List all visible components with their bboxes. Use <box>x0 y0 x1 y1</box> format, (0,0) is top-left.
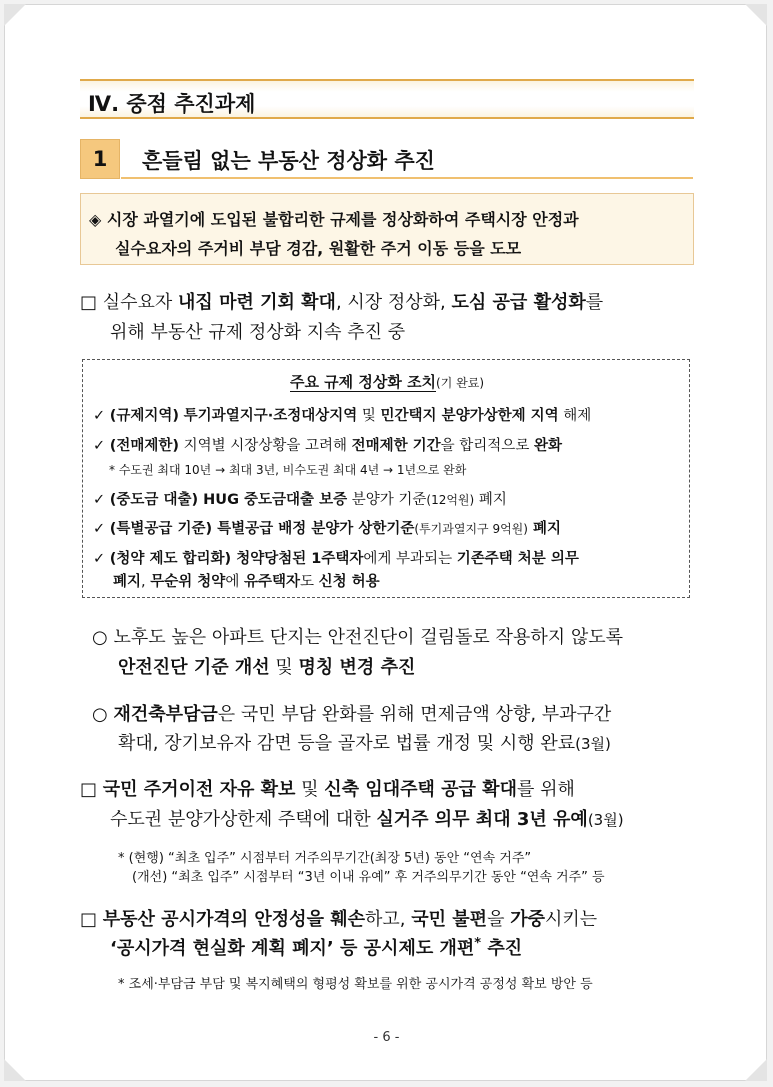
sub-bullet-1-line-2 <box>118 653 415 679</box>
text: 도심 공급 활성화 <box>451 292 586 313</box>
text: (12억원) <box>426 493 475 507</box>
summary-line: ◈ 시장 과열기에 도입된 불합리한 규제를 정상화하여 주택시장 안정과 <box>89 210 579 229</box>
text: 내집 마련 기회 확대 <box>178 292 336 313</box>
item-3-note: * 조세·부담금 부담 및 복지혜택의 형평성 확보를 위한 공시가격 공정성 확보 방안 등 <box>118 977 593 992</box>
check-icon: ✓ <box>93 551 106 567</box>
check-icon: ✓ <box>93 492 106 508</box>
page-corner <box>4 1059 26 1081</box>
item-2-line-2 <box>110 805 624 831</box>
page-corner <box>745 4 767 26</box>
text: 훼손 <box>330 909 365 930</box>
text: 실수요자 <box>102 292 179 313</box>
page-corner <box>4 4 26 26</box>
text: HUG 중도금대출 보증 <box>198 492 348 508</box>
item-1-line-2: 위해 부동산 규제 정상화 지속 추진 중 <box>110 322 406 343</box>
page-corner <box>745 1059 767 1081</box>
page-number: - 6 - <box>373 1030 400 1045</box>
text: (규제지역) <box>109 408 180 424</box>
text: 분양가 기준 <box>347 492 427 508</box>
regulation-item <box>93 517 561 538</box>
sub-bullet-2-line-2 <box>118 729 611 755</box>
text: 유주택자 <box>243 574 300 590</box>
text: 을 합리적으로 <box>440 438 534 454</box>
text: 무순위 청약 <box>150 574 226 590</box>
chapter-header <box>80 79 694 119</box>
text: 을 <box>487 909 511 930</box>
checkbox-square: □ <box>80 909 98 930</box>
checkbox-square: □ <box>80 779 98 800</box>
regulation-item <box>93 547 579 568</box>
text: 은 국민 부담 완화를 위해 면제금액 상향, 부과구간 <box>217 704 612 725</box>
item-2-note: (개선) “최초 입주” 시점부터 “3년 이내 유예” 후 거주의무기간 동안 “연속 거주” 등 <box>132 870 605 885</box>
text: 해제 <box>558 408 592 424</box>
text: 도 <box>299 574 319 590</box>
text: 신축 임대주택 공급 확대 <box>324 779 517 800</box>
text: , <box>141 574 151 590</box>
text: (3월) <box>575 735 611 753</box>
text: 및 <box>295 779 325 800</box>
text: 폐지 <box>527 521 562 537</box>
regulation-box-title <box>83 371 691 392</box>
text: 민간택지 분양가상한제 지역 <box>380 408 559 424</box>
text: 주요 규제 정상화 조치 <box>289 373 437 391</box>
item-2-line-1 <box>80 775 575 801</box>
chapter-title: Ⅳ. 중점 추진과제 <box>88 92 256 116</box>
text: 전매제한 기간 <box>351 438 441 454</box>
text: (청약 제도 합리화) <box>109 551 232 567</box>
checkbox-square: □ <box>80 292 98 313</box>
text: (중도금 대출) <box>109 492 199 508</box>
text: (기 완료) <box>436 376 485 390</box>
text: 폐지 <box>113 574 142 590</box>
item-2-note: * (현행) “최초 입주” 시점부터 거주의무기간(최장 5년) 동안 “연속 거주” <box>118 851 532 866</box>
text: 를 위해 <box>516 779 575 800</box>
text: (3월) <box>587 811 624 829</box>
text: 실거주 의무 최대 3년 유예 <box>376 809 588 830</box>
item-3-line-2 <box>110 934 522 960</box>
text: 부동산 공시가격의 <box>102 909 255 930</box>
circle-bullet: ○ <box>92 704 108 725</box>
text: 추진 <box>481 938 523 959</box>
regulation-item-continued <box>113 570 380 591</box>
text: 을 <box>306 909 331 930</box>
text: 노후도 높은 아파트 단지는 안전진단이 걸림돌로 작용하지 않도록 <box>113 627 623 648</box>
text: 에 <box>225 574 244 590</box>
text: ‘공시가격 현실화 계획 폐지’ 등 공시제도 개편 <box>110 938 475 959</box>
regulation-box <box>82 359 690 598</box>
item-3-line-1 <box>80 905 597 931</box>
text: 하고, <box>365 909 412 930</box>
text: 및 <box>269 657 299 678</box>
footnote-marker: * <box>474 936 482 951</box>
text: 안전진단 기준 개선 <box>118 657 270 678</box>
text: 및 <box>357 408 381 424</box>
item-1-line-1 <box>80 288 603 314</box>
regulation-item <box>93 488 507 509</box>
text: 안정성 <box>254 909 307 930</box>
text: 폐지 <box>474 492 507 508</box>
text: (투기과열지구 9억원) <box>414 522 528 536</box>
text: 완화 <box>533 438 562 454</box>
text: 투기과열지구·조정대상지역 <box>183 408 358 424</box>
check-icon: ✓ <box>93 521 106 537</box>
summary-box <box>80 193 694 265</box>
text: 특별공급 배정 분양가 상한기준 <box>212 521 415 537</box>
section-number: 1 <box>80 139 120 179</box>
section-underline <box>121 177 693 179</box>
regulation-note: * 수도권 최대 10년 → 최대 3년, 비수도권 최대 4년 → 1년으로 완화 <box>109 463 467 477</box>
text: 에게 부과되는 <box>363 551 457 567</box>
text: 기존주택 처분 의무 <box>456 551 579 567</box>
regulation-item <box>93 434 562 455</box>
check-icon: ✓ <box>93 438 106 454</box>
text: 재건축부담금 <box>113 704 218 725</box>
text: (특별공급 기준) <box>109 521 213 537</box>
text: 청약당첨된 1주택자 <box>231 551 364 567</box>
sub-bullet-2-line-1 <box>92 700 611 726</box>
text: 국민 주거이전 자유 확보 <box>102 779 296 800</box>
check-icon: ✓ <box>93 408 106 424</box>
text: , 시장 정상화, <box>335 292 452 313</box>
section-title: 흔들림 없는 부동산 정상화 추진 <box>142 149 435 173</box>
sub-bullet-1-line-1 <box>92 623 623 649</box>
text: 지역별 시장상황을 고려해 <box>179 438 352 454</box>
text: 확대, 장기보유자 감면 등을 골자로 법률 개정 및 시행 완료 <box>118 733 576 754</box>
text: (전매제한) <box>109 438 180 454</box>
text: 가중 <box>510 909 545 930</box>
summary-line: 실수요자의 주거비 부담 경감, 원활한 주거 이동 등을 도모 <box>115 239 522 258</box>
circle-bullet: ○ <box>92 627 108 648</box>
text: 신청 허용 <box>318 574 380 590</box>
regulation-item <box>93 404 591 425</box>
text: 수도권 분양가상한제 주택에 대한 <box>110 809 377 830</box>
text: 를 <box>585 292 604 313</box>
text: 명칭 변경 추진 <box>298 657 416 678</box>
text: 국민 불편 <box>411 909 488 930</box>
text: 시키는 <box>544 909 598 930</box>
